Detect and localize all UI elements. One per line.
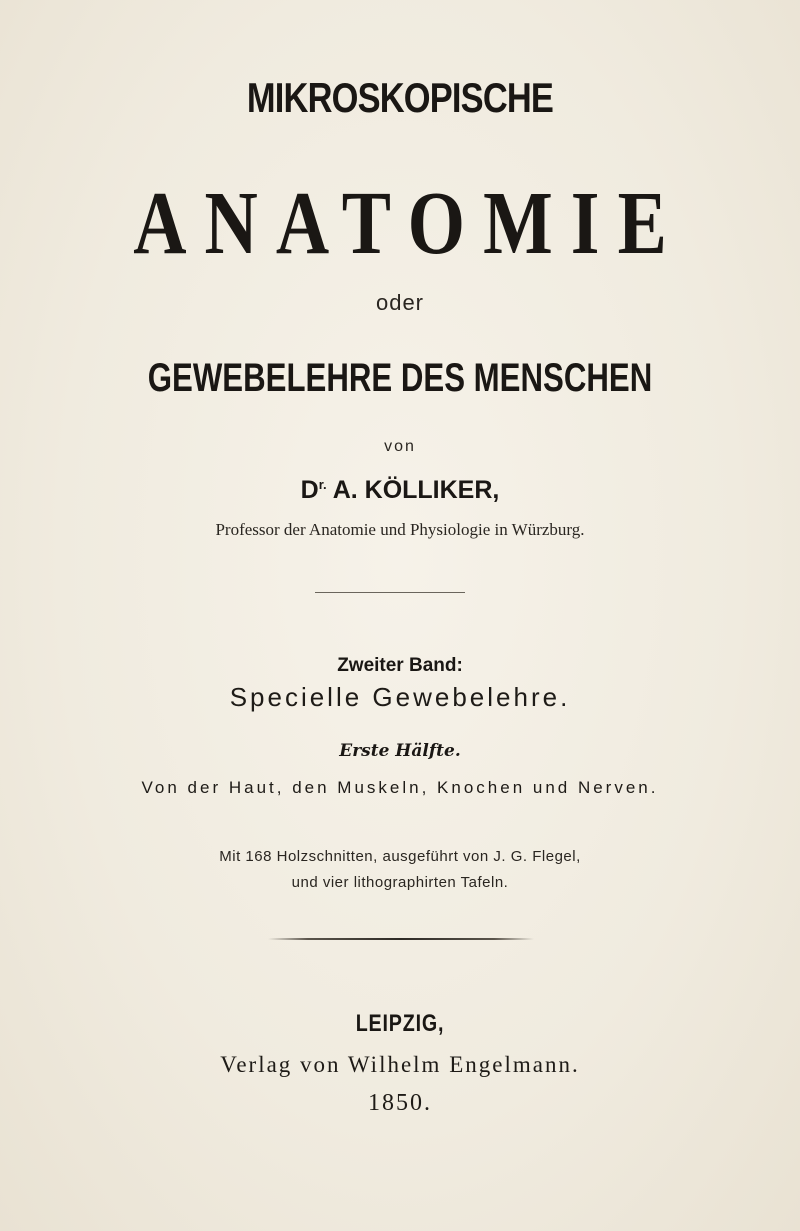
author-prefix: D	[300, 476, 319, 504]
divider-rule	[315, 592, 465, 593]
publication-year: 1850.	[368, 1090, 432, 1116]
title-line-1: MIKROSKOPISCHE	[246, 74, 554, 121]
illustrations-note-line-1: Mit 168 Holzschnitten, ausgeführt von J. G. Flegel,	[219, 848, 581, 865]
volume-subtitle: Specielle Gewebelehre.	[229, 682, 571, 712]
author-name	[0, 476, 800, 505]
author-name-text: A. KÖLLIKER,	[332, 476, 500, 504]
part-label: Erste Hälfte.	[339, 741, 461, 761]
author-prefix-sup: r.	[318, 477, 327, 492]
part-contents: Von der Haut, den Muskeln, Knochen und Nerven.	[141, 778, 659, 797]
byline-von: von	[384, 438, 416, 455]
publisher: Verlag von Wilhelm Engelmann.	[220, 1052, 580, 1077]
publication-place: LEIPZIG,	[355, 1010, 445, 1037]
illustrations-note-line-2: und vier lithographirten Tafeln.	[291, 874, 509, 891]
connector-oder: oder	[375, 290, 425, 315]
title-line-2: ANATOMIE	[133, 174, 685, 273]
ornamental-rule	[268, 938, 534, 940]
author-affiliation: Professor der Anatomie und Physiologie in Würzburg.	[215, 520, 585, 539]
title-line-3: GEWEBELEHRE DES MENSCHEN	[147, 356, 653, 400]
volume-label: Zweiter Band:	[337, 655, 463, 676]
